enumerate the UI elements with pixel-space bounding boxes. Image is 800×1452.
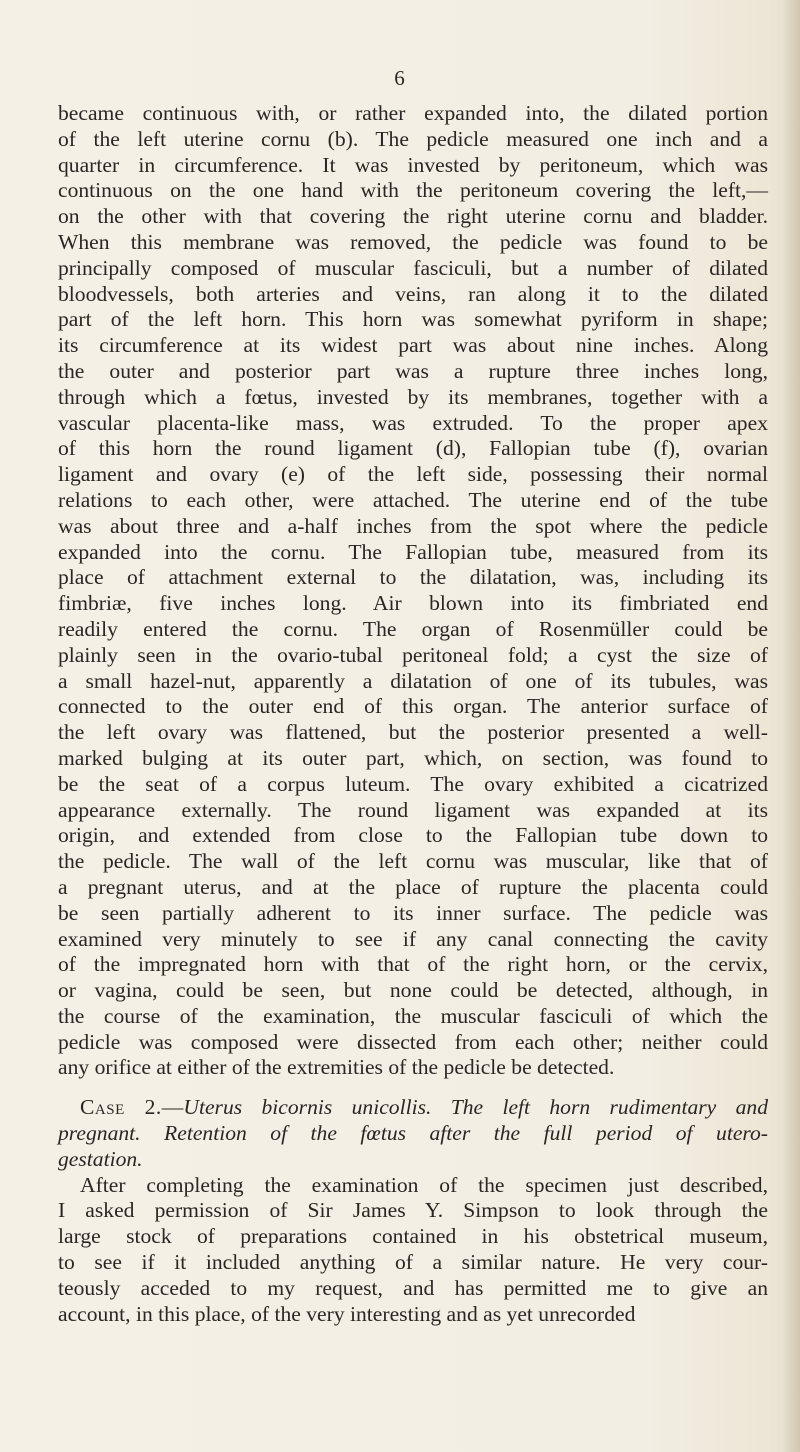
text-line: When this membrane was removed, the pedicle was found to be bbox=[58, 229, 768, 254]
text-line: the left ovary was flattened, but the posterior presented a well- bbox=[58, 720, 768, 745]
case-heading-line-1 bbox=[58, 1095, 768, 1121]
text-line: After completing the examination of the specimen just described, bbox=[80, 1172, 768, 1197]
text-line: fimbriæ, five inches long. Air blown into its fimbriated end bbox=[58, 591, 768, 616]
text-line: account, in this place, of the very interesting and as yet unrecorded bbox=[58, 1301, 636, 1326]
text-line: place of attachment external to the dilatation, was, including its bbox=[58, 565, 768, 590]
case-title-line-2: pregnant. Retention of the fœtus after the full period of utero- bbox=[58, 1121, 768, 1146]
text-line: the outer and posterior part was a rupture three inches long, bbox=[58, 358, 768, 383]
text-line: the course of the examination, the muscular fasciculi of which the bbox=[58, 1003, 768, 1028]
page-edge-shadow bbox=[782, 0, 800, 1452]
text-line: connected to the outer end of this organ. The anterior surface of bbox=[58, 694, 768, 719]
text-line: of the impregnated horn with that of the right horn, or the cervix, bbox=[58, 952, 768, 977]
text-line: marked bulging at its outer part, which, on section, was found to bbox=[58, 745, 768, 770]
text-line: a pregnant uterus, and at the place of rupture the placenta could bbox=[58, 874, 768, 899]
text-line: became continuous with, or rather expanded into, the dilated portion bbox=[58, 101, 768, 125]
text-line: origin, and extended from close to the Fallopian tube down to bbox=[58, 823, 768, 848]
text-line: or vagina, could be seen, but none could be detected, although, in bbox=[58, 978, 768, 1003]
text-line: to see if it included anything of a similar nature. He very cour- bbox=[58, 1250, 768, 1275]
paragraph-1 bbox=[58, 101, 768, 1081]
case-title-line-3: gestation. bbox=[58, 1146, 143, 1171]
text-line: the pedicle. The wall of the left cornu was muscular, like that of bbox=[58, 849, 768, 874]
text-line: vascular placenta-like mass, was extruded. To the proper apex bbox=[58, 410, 768, 435]
case-title-line-1: Uterus bicornis unicollis. The left horn rudimentary and bbox=[183, 1095, 768, 1120]
case-label: Case 2. bbox=[80, 1095, 162, 1120]
text-line: be seen partially adherent to its inner surface. The pedicle was bbox=[58, 900, 768, 925]
text-line: bloodvessels, both arteries and veins, ran along it to the dilated bbox=[58, 281, 768, 306]
text-line: on the other with that covering the right uterine cornu and bladder. bbox=[58, 204, 768, 229]
text-line: plainly seen in the ovario-tubal peritoneal fold; a cyst the size of bbox=[58, 642, 768, 667]
text-line: appearance externally. The round ligament was expanded at its bbox=[58, 797, 768, 822]
text-line: relations to each other, were attached. The uterine end of the tube bbox=[58, 487, 768, 512]
text-line: continuous on the one hand with the peritoneum covering the left,— bbox=[58, 178, 768, 203]
text-line: a small hazel-nut, apparently a dilatation of one of its tubules, was bbox=[58, 668, 768, 693]
page-number: 6 bbox=[394, 66, 406, 90]
text-line: quarter in circumference. It was invested by peritoneum, which was bbox=[58, 152, 768, 177]
text-line: part of the left horn. This horn was somewhat pyriform in shape; bbox=[58, 307, 768, 332]
text-line: was about three and a-half inches from the spot where the pedicle bbox=[58, 513, 768, 538]
text-line: of this horn the round ligament (d), Fallopian tube (f), ovarian bbox=[58, 436, 768, 461]
text-line: principally composed of muscular fasciculi, but a number of dilated bbox=[58, 255, 768, 280]
text-line: be the seat of a corpus luteum. The ovary exhibited a cicatrized bbox=[58, 771, 768, 796]
text-line: its circumference at its widest part was about nine inches. Along bbox=[58, 333, 768, 358]
paragraph-2 bbox=[58, 1173, 768, 1328]
text-line: through which a fœtus, invested by its membranes, together with a bbox=[58, 384, 768, 409]
text-line: readily entered the cornu. The organ of Rosenmüller could be bbox=[58, 616, 768, 641]
text-line: large stock of preparations contained in his obstetrical museum, bbox=[58, 1224, 768, 1249]
case-heading bbox=[58, 1095, 768, 1172]
text-line: of the left uterine cornu (b). The pedicle measured one inch and a bbox=[58, 126, 768, 151]
paragraph-gap bbox=[58, 1081, 768, 1095]
text-line: teously acceded to my request, and has permitted me to give an bbox=[58, 1275, 768, 1300]
text-line: any orifice at either of the extremities of the pedicle be detected. bbox=[58, 1055, 615, 1080]
text-line: ligament and ovary (e) of the left side, possessing their normal bbox=[58, 462, 768, 487]
text-line: examined very minutely to see if any canal connecting the cavity bbox=[58, 926, 768, 951]
text-line: I asked permission of Sir James Y. Simpson to look through the bbox=[58, 1198, 768, 1223]
case-dash: — bbox=[161, 1095, 184, 1120]
body-text bbox=[58, 101, 768, 1327]
text-line: pedicle was composed were dissected from each other; neither could bbox=[58, 1029, 768, 1054]
text-line: expanded into the cornu. The Fallopian tube, measured from its bbox=[58, 539, 768, 564]
